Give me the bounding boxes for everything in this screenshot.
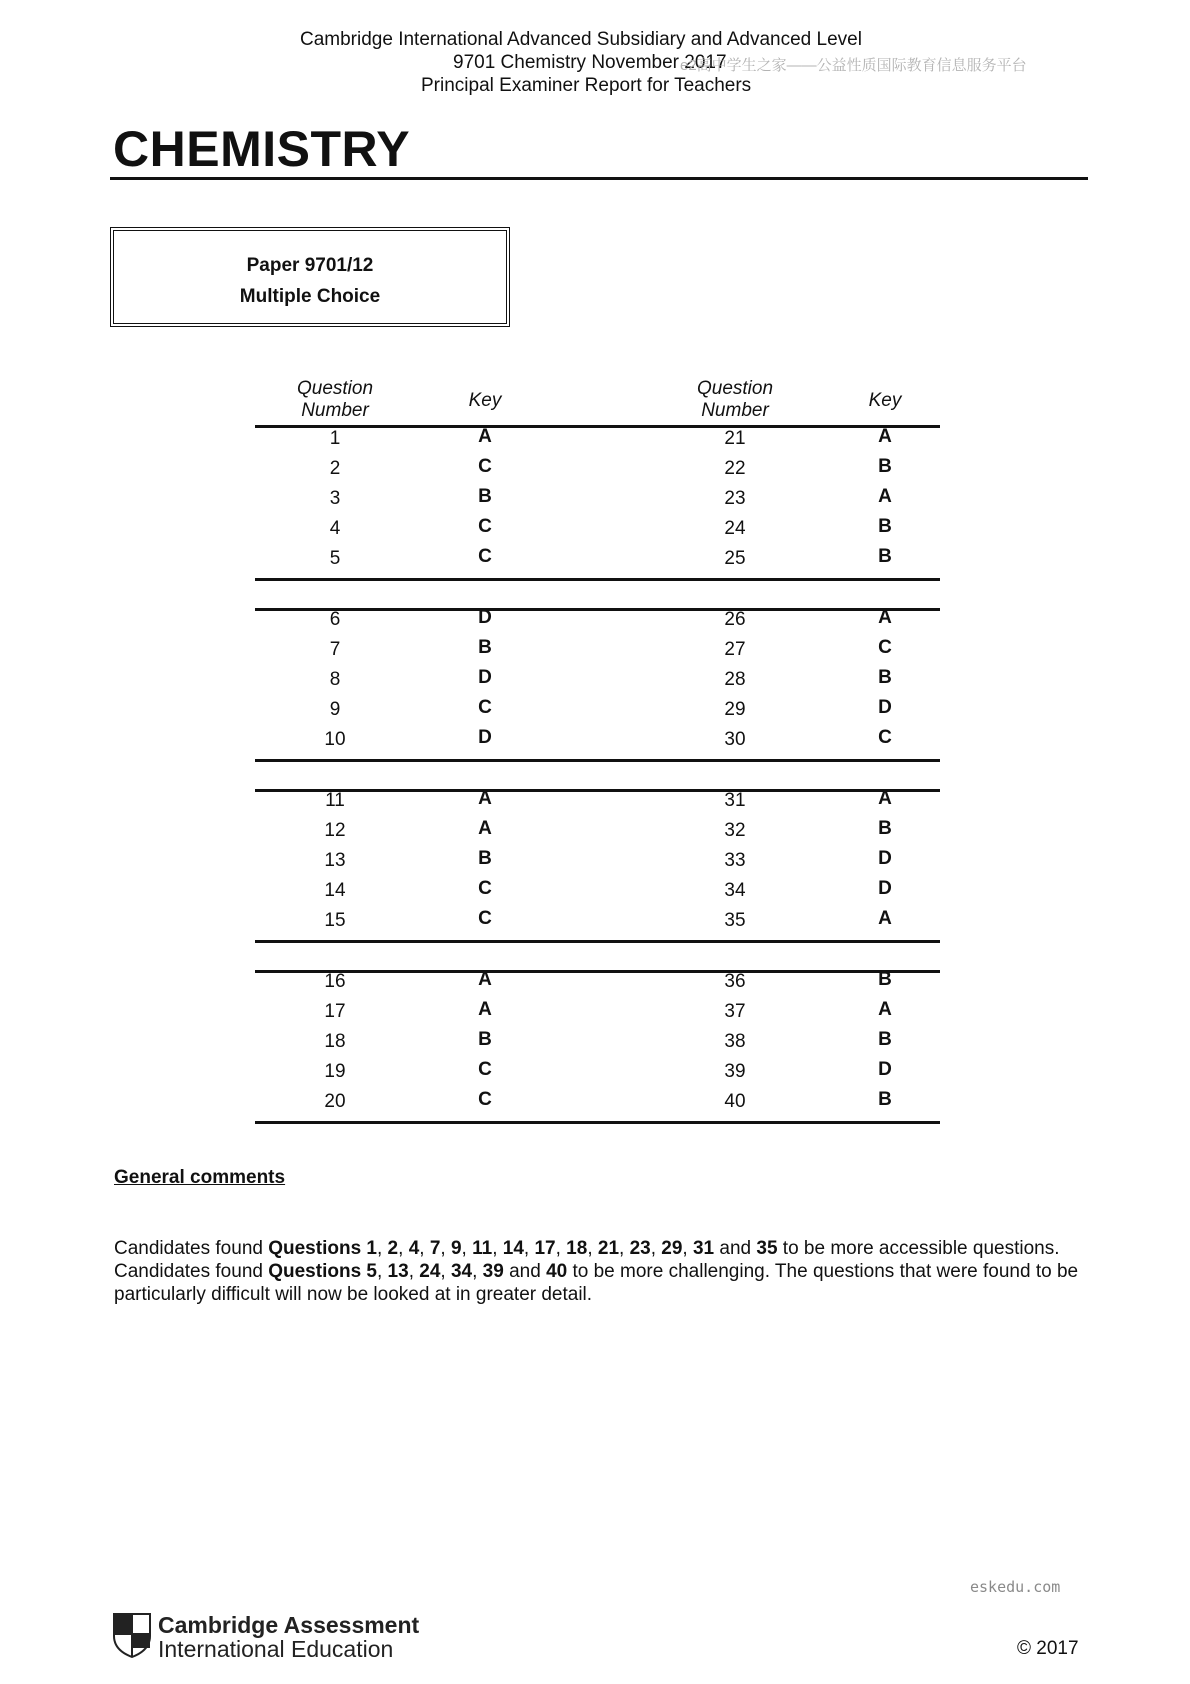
answer-key-cell: D (478, 607, 492, 628)
general-comments-heading: General comments (114, 1167, 286, 1188)
answer-key-cell: B (878, 516, 892, 537)
question-reference: 40 (546, 1261, 568, 1282)
question-number-cell: 38 (724, 1031, 746, 1052)
question-number-cell: 2 (329, 458, 341, 479)
question-number-cell: 23 (724, 488, 746, 509)
answer-key-cell: B (878, 667, 892, 688)
question-number-cell: 27 (724, 639, 746, 660)
question-number-cell: 36 (724, 971, 746, 992)
answer-key-cell: A (878, 908, 892, 929)
site-watermark: eskedu.com (970, 1578, 1061, 1596)
question-number-cell: 18 (324, 1031, 346, 1052)
comment-text: to be more accessible questions. Candidates found (114, 1238, 1060, 1282)
answer-key-cell: A (478, 999, 492, 1020)
question-reference: Questions 5 (268, 1261, 377, 1282)
question-reference: 4 (408, 1238, 420, 1259)
answer-key-cell: B (878, 1089, 892, 1110)
general-comments-body (114, 1237, 1094, 1306)
question-number-cell: 13 (324, 850, 346, 871)
question-number-cell: 17 (324, 1001, 346, 1022)
question-number-cell: 3 (329, 488, 341, 509)
question-number-cell: 15 (324, 910, 346, 931)
question-reference: 35 (756, 1238, 778, 1259)
question-reference: 21 (597, 1238, 620, 1259)
question-number-cell: 5 (329, 548, 341, 569)
comment-text: , (376, 1261, 388, 1282)
copyright-notice: © 2017 (1017, 1638, 1079, 1659)
table-rule (255, 940, 940, 943)
question-number-cell: 37 (724, 1001, 746, 1022)
answer-key-cell: C (478, 697, 492, 718)
header-line-2: 9701 Chemistry November 2017 (453, 52, 727, 73)
question-reference: 31 (692, 1238, 715, 1259)
answer-key-cell: A (478, 818, 492, 839)
question-reference: 24 (419, 1261, 441, 1282)
question-number-cell: 8 (329, 669, 341, 690)
answer-key-cell: A (878, 426, 892, 447)
header-question-text: Question (296, 378, 374, 399)
answer-key-cell: D (878, 1059, 892, 1080)
answer-key-cell: A (878, 788, 892, 809)
question-reference: 14 (502, 1238, 524, 1259)
answer-key-cell: A (478, 969, 492, 990)
question-reference: 13 (387, 1261, 409, 1282)
question-reference: 39 (482, 1261, 504, 1282)
question-number-cell: 32 (724, 820, 746, 841)
question-reference: 34 (450, 1261, 473, 1282)
answer-key-cell: B (878, 969, 892, 990)
answer-key-cell: A (878, 607, 892, 628)
question-reference: Questions 1 (268, 1238, 377, 1259)
question-number-cell: 19 (324, 1061, 346, 1082)
answer-key-cell: B (878, 456, 892, 477)
header-line-1: Cambridge International Advanced Subsidiary and Advanced Level (300, 29, 862, 50)
answer-key-cell: D (478, 727, 492, 748)
comment-text: , (492, 1238, 503, 1259)
answer-key-cell: C (478, 878, 492, 899)
answer-key-cell: C (478, 456, 492, 477)
key-header-left: Key (468, 390, 502, 411)
question-number-cell: 24 (724, 518, 746, 539)
comment-text: , (555, 1238, 567, 1259)
answer-key-cell: D (478, 667, 492, 688)
comment-text: , (619, 1238, 630, 1259)
shield-icon (112, 1612, 152, 1658)
comment-text: , (587, 1238, 598, 1259)
answer-key-cell: C (478, 1089, 492, 1110)
comment-text: , (440, 1261, 451, 1282)
question-number-header-left (285, 378, 385, 422)
question-number-cell: 12 (324, 820, 346, 841)
question-number-cell: 11 (325, 790, 345, 811)
answer-key-cell: B (878, 818, 892, 839)
question-number-cell: 16 (324, 971, 346, 992)
answer-key-cell: C (478, 546, 492, 567)
question-number-cell: 10 (324, 729, 346, 750)
question-number-cell: 35 (724, 910, 746, 931)
comment-text: , (523, 1238, 535, 1259)
question-reference: 7 (429, 1238, 441, 1259)
page-title: CHEMISTRY (113, 121, 411, 177)
header-question-text: Question (696, 378, 774, 399)
answer-key-cell: D (878, 697, 892, 718)
comment-text: , (682, 1238, 693, 1259)
question-number-cell: 20 (324, 1091, 346, 1112)
answer-key-cell: D (878, 848, 892, 869)
question-number-cell: 6 (329, 609, 341, 630)
paper-code: Paper 9701/12 (246, 255, 374, 276)
question-number-cell: 14 (324, 880, 346, 901)
answer-key-cell: A (878, 999, 892, 1020)
comment-text: , (398, 1238, 409, 1259)
comment-text: , (461, 1238, 473, 1259)
answer-key-cell: B (878, 546, 892, 567)
answer-key-cell: C (878, 637, 892, 658)
question-number-cell: 28 (724, 669, 746, 690)
question-reference: 29 (661, 1238, 683, 1259)
question-reference: 17 (534, 1238, 556, 1259)
table-rule (255, 759, 940, 762)
comment-text: and (503, 1261, 547, 1282)
table-rule (255, 578, 940, 581)
question-reference: 9 (450, 1238, 462, 1259)
table-rule (255, 1121, 940, 1124)
answer-key-cell: B (478, 486, 492, 507)
answer-key-cell: B (478, 1029, 492, 1050)
answer-key-cell: C (478, 908, 492, 929)
question-number-cell: 4 (329, 518, 341, 539)
question-reference: 2 (387, 1238, 399, 1259)
comment-text: , (408, 1261, 420, 1282)
question-number-cell: 22 (724, 458, 746, 479)
comment-text: , (472, 1261, 483, 1282)
answer-key-cell: A (878, 486, 892, 507)
answer-key-cell: B (878, 1029, 892, 1050)
comment-text: Candidates found (114, 1238, 269, 1259)
question-number-cell: 31 (724, 790, 746, 811)
question-reference: 18 (566, 1238, 588, 1259)
header-number-text: Number (701, 400, 769, 421)
comment-text: , (376, 1238, 388, 1259)
key-header-right: Key (868, 390, 902, 411)
answer-key-cell: A (478, 426, 492, 447)
comment-text: and (714, 1238, 757, 1259)
title-divider (110, 177, 1088, 180)
question-number-cell: 40 (724, 1091, 746, 1112)
comment-text: , (419, 1238, 430, 1259)
answer-key-cell: B (478, 848, 492, 869)
question-number-cell: 34 (724, 880, 746, 901)
answer-key-cell: A (478, 788, 492, 809)
watermark-text: e2高中学生之家——公益性质国际教育信息服务平台 (680, 57, 1027, 74)
question-number-cell: 26 (724, 609, 746, 630)
question-number-cell: 30 (724, 729, 746, 750)
question-number-cell: 33 (724, 850, 746, 871)
answer-key-cell: B (478, 637, 492, 658)
question-number-cell: 9 (329, 699, 341, 720)
paper-type: Multiple Choice (239, 286, 381, 307)
comment-text: , (650, 1238, 662, 1259)
question-number-cell: 39 (724, 1061, 746, 1082)
question-reference: 11 (472, 1238, 493, 1259)
question-number-cell: 1 (329, 428, 341, 449)
comment-text: to be more challenging. The questions that were found to be particularly difficult will now be looked at in greater detail. (114, 1261, 1079, 1305)
logo-line-1: Cambridge Assessment (158, 1612, 420, 1638)
question-number-cell: 21 (724, 428, 746, 449)
question-number-cell: 29 (724, 699, 746, 720)
question-number-cell: 7 (329, 639, 341, 660)
logo-line-2: International Education (158, 1636, 394, 1662)
paper-box (110, 227, 510, 327)
header-number-text: Number (301, 400, 369, 421)
question-reference: 23 (629, 1238, 651, 1259)
answer-key-cell: C (478, 516, 492, 537)
question-number-cell: 25 (724, 548, 746, 569)
answer-key-cell: C (478, 1059, 492, 1080)
answer-key-cell: D (878, 878, 892, 899)
header-line-3: Principal Examiner Report for Teachers (421, 75, 752, 96)
answer-key-cell: C (878, 727, 892, 748)
question-number-header-right (685, 378, 785, 422)
comment-text: , (440, 1238, 451, 1259)
